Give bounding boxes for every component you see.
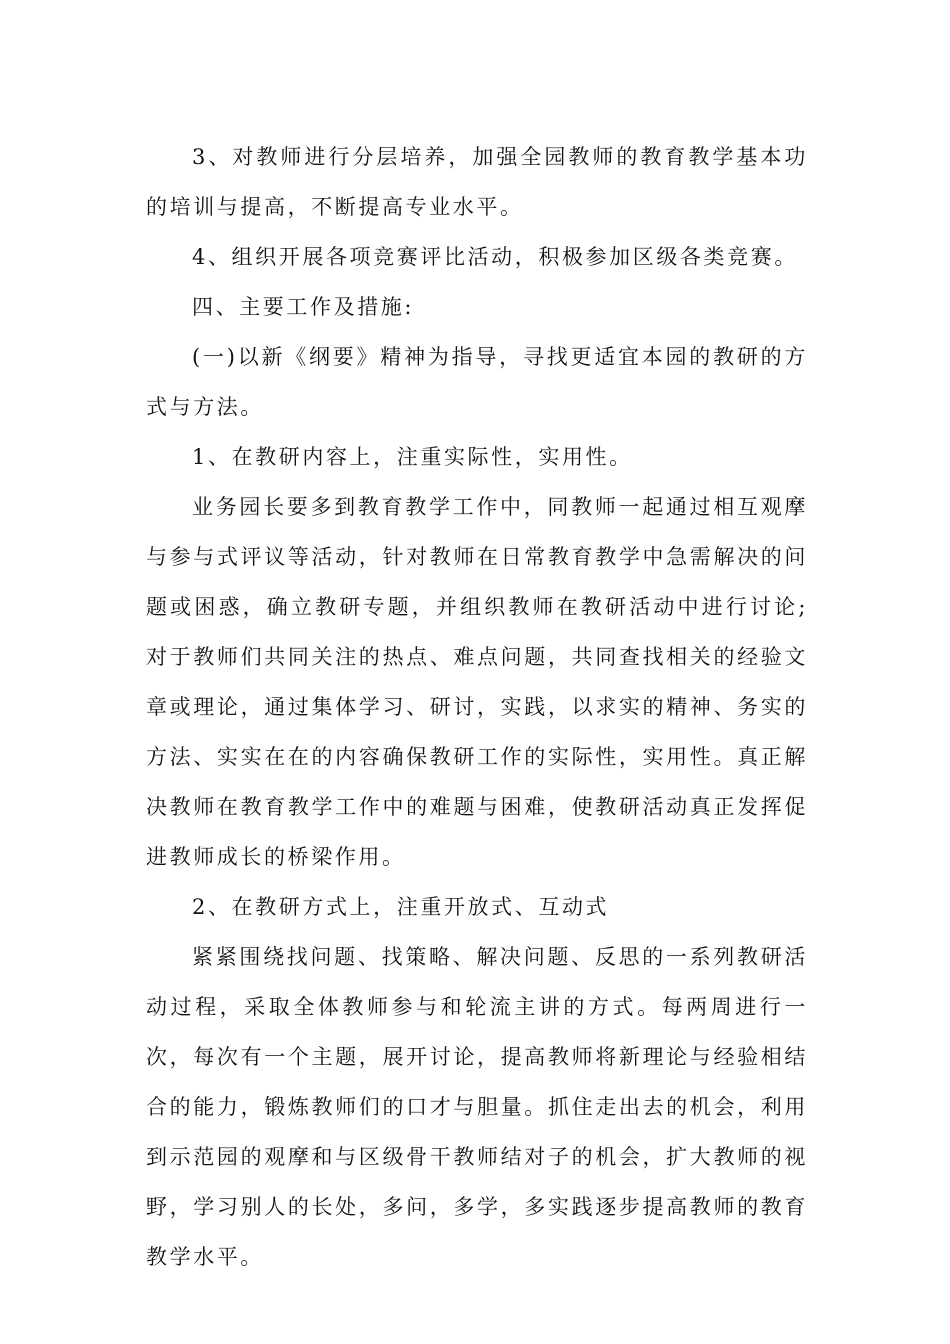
item-heading-research-content: 1、在教研内容上，注重实际性，实用性。 bbox=[192, 445, 633, 469]
subsection-heading-guidance: (一)以新《纲要》精神为指导，寻找更适宜本园的教研的方式与方法。 bbox=[146, 345, 808, 419]
item-heading-research-method: 2、在教研方式上，注重开放式、互动式 bbox=[192, 895, 610, 919]
document-body bbox=[146, 132, 808, 1282]
paragraph-training-goal: 3、对教师进行分层培养，加强全园教师的教育教学基本功的培训与提高，不断提高专业水平。 bbox=[146, 145, 808, 219]
paragraph-research-method: 紧紧围绕找问题、找策略、解决问题、反思的一系列教研活动过程，采取全体教师参与和轮流主讲的方式。每两周进行一次，每次有一个主题，展开讨论，提高教师将新理论与经验相结合的能力，锻炼教师们的口才与胆量。抓住走出去的机会，利用到示范园的观摩和与区级骨干教师结对子的机会，扩大教师的视野，学习别人的长处，多问，多学，多实践逐步提高教师的教育教学水平。 bbox=[146, 945, 808, 1269]
paragraph-competition-goal: 4、组织开展各项竞赛评比活动，积极参加区级各类竞赛。 bbox=[192, 245, 798, 269]
section-heading-main-work: 四、主要工作及措施: bbox=[192, 295, 415, 319]
paragraph-research-content: 业务园长要多到教育教学工作中，同教师一起通过相互观摩与参与式评议等活动，针对教师在日常教育教学中急需解决的问题或困惑，确立教研专题，并组织教师在教研活动中进行讨论;对于教师们共同关注的热点、难点问题，共同查找相关的经验文章或理论，通过集体学习、研讨，实践，以求实的精神、务实的方法、实实在在的内容确保教研工作的实际性，实用性。真正解决教师在教育教学工作中的难题与困难，使教研活动真正发挥促进教师成长的桥梁作用。 bbox=[146, 495, 808, 869]
